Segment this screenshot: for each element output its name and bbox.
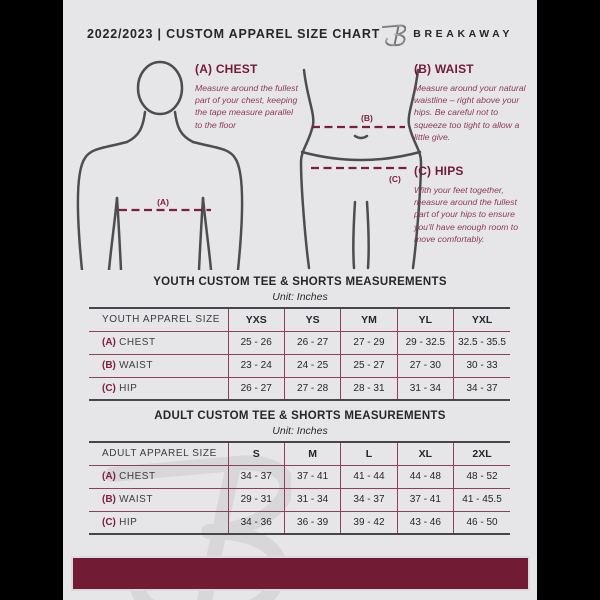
chest-guide-heading: [195, 62, 301, 76]
measurement-value: 43 - 46: [397, 511, 453, 534]
size-column-header: S: [228, 442, 284, 465]
hips-guide-heading: [414, 164, 526, 178]
footer-accent-bar: [71, 556, 530, 591]
label-column-header: YOUTH APPAREL SIZE: [102, 314, 221, 326]
waist-guide-description: Measure around your natural waistline – right above your hips. Be careful not to squeeze too tight to allow a little give.: [414, 83, 526, 142]
measurement-row: [89, 488, 510, 511]
adult-table-unit: Unit: Inches: [272, 425, 328, 437]
measurement-value: 34 - 37: [454, 377, 510, 400]
head-outline: [138, 62, 182, 114]
hips-guide-name: HIPS: [434, 164, 464, 178]
measurement-value: 32.5 - 35.5: [454, 331, 510, 354]
measurement-value: 27 - 30: [397, 354, 453, 377]
measurement-value: 44 - 48: [397, 465, 453, 488]
hips-marker-label: (C): [389, 174, 401, 184]
measurement-row: [89, 331, 510, 354]
measurement-row: [89, 377, 510, 400]
size-chart-page: [63, 0, 537, 600]
measurement-value: 34 - 36: [228, 511, 284, 534]
measurement-row-label: (B) WAIST: [102, 360, 153, 371]
hips-guide: [414, 164, 526, 245]
measurement-value: 29 - 32.5: [397, 331, 453, 354]
size-column-header: YXL: [454, 308, 510, 331]
waist-guide-name: WAIST: [434, 62, 474, 76]
measurement-value: 48 - 52: [454, 465, 510, 488]
measurement-row-label: (C) HIP: [102, 516, 138, 528]
page-title: 2022/2023 | CUSTOM APPAREL SIZE CHART: [87, 27, 381, 41]
lower-body-diagram: [299, 58, 423, 270]
size-column-header: YM: [341, 308, 397, 331]
measurement-value: 31 - 34: [284, 488, 340, 511]
size-column-header: L: [341, 442, 397, 465]
measurement-value: 30 - 33: [454, 354, 510, 377]
measurement-value: 27 - 29: [341, 331, 397, 354]
youth-table-unit: Unit: Inches: [272, 291, 328, 303]
waist-guide-heading: [414, 62, 526, 76]
hips-guide-description: With your feet together, measure around the fullest part of your hips to ensure you'll have enough room to move comfortably.: [414, 185, 519, 244]
measurement-value: 31 - 34: [397, 377, 453, 400]
size-column-header: XL: [397, 442, 453, 465]
measurement-value: 37 - 41: [284, 465, 340, 488]
measurement-value: 39 - 42: [341, 511, 397, 534]
hips-guide-key: (C): [414, 164, 432, 178]
waist-guide: [414, 62, 526, 143]
measurement-value: 37 - 41: [397, 488, 453, 511]
size-column-header: M: [284, 442, 340, 465]
page-header: [87, 20, 513, 48]
measurement-value: 34 - 37: [341, 488, 397, 511]
chest-guide-description: Measure around the fullest part of your chest, keeping the tape measure parallel to the floor: [195, 83, 298, 130]
adult-table-title: ADULT CUSTOM TEE & SHORTS MEASUREMENTS: [154, 410, 446, 422]
measurement-value: 41 - 45.5: [454, 488, 510, 511]
adult-size-table: [89, 441, 510, 535]
measurement-row: [89, 465, 510, 488]
measurement-value: 25 - 26: [228, 331, 284, 354]
size-column-header: 2XL: [454, 442, 510, 465]
measurement-value: 24 - 25: [284, 354, 340, 377]
size-header-row: [89, 308, 510, 331]
measurement-value: 26 - 27: [228, 377, 284, 400]
label-column-header: ADULT APPAREL SIZE: [102, 448, 217, 460]
size-column-header: YL: [397, 308, 453, 331]
measurement-value: 28 - 31: [341, 377, 397, 400]
measurement-value: 26 - 27: [284, 331, 340, 354]
chest-guide-key: (A): [195, 62, 213, 76]
youth-table-title: YOUTH CUSTOM TEE & SHORTS MEASUREMENTS: [153, 276, 447, 288]
measurement-value: 29 - 31: [228, 488, 284, 511]
measurement-value: 46 - 50: [454, 511, 510, 534]
brand-name: BREAKAWAY: [413, 28, 513, 40]
size-column-header: YS: [284, 308, 340, 331]
measurement-row-label: (A) CHEST: [102, 337, 156, 348]
measurement-value: 27 - 28: [284, 377, 340, 400]
measurement-value: 25 - 27: [341, 354, 397, 377]
brand-block: [380, 19, 513, 49]
breakaway-logo-icon: [380, 19, 406, 49]
size-header-row: [89, 442, 510, 465]
chest-guide: [195, 62, 301, 131]
measurement-row-label: (C) HIP: [102, 382, 138, 394]
youth-size-table: [89, 307, 510, 401]
measurement-row-label: (A) CHEST: [102, 471, 156, 482]
measurement-row-label: (B) WAIST: [102, 494, 153, 505]
hip-curve-line: [302, 152, 420, 160]
waist-guide-key: (B): [414, 62, 432, 76]
measurement-value: 41 - 44: [341, 465, 397, 488]
measurement-value: 34 - 37: [228, 465, 284, 488]
measurement-value: 36 - 39: [284, 511, 340, 534]
chest-marker-label: (A): [157, 197, 169, 207]
navel-mark: [355, 136, 367, 138]
measurement-row: [89, 354, 510, 377]
chest-guide-name: CHEST: [215, 62, 258, 76]
measurement-value: 23 - 24: [228, 354, 284, 377]
size-column-header: YXS: [228, 308, 284, 331]
measurement-row: [89, 511, 510, 534]
waist-marker-label: (B): [361, 113, 373, 123]
